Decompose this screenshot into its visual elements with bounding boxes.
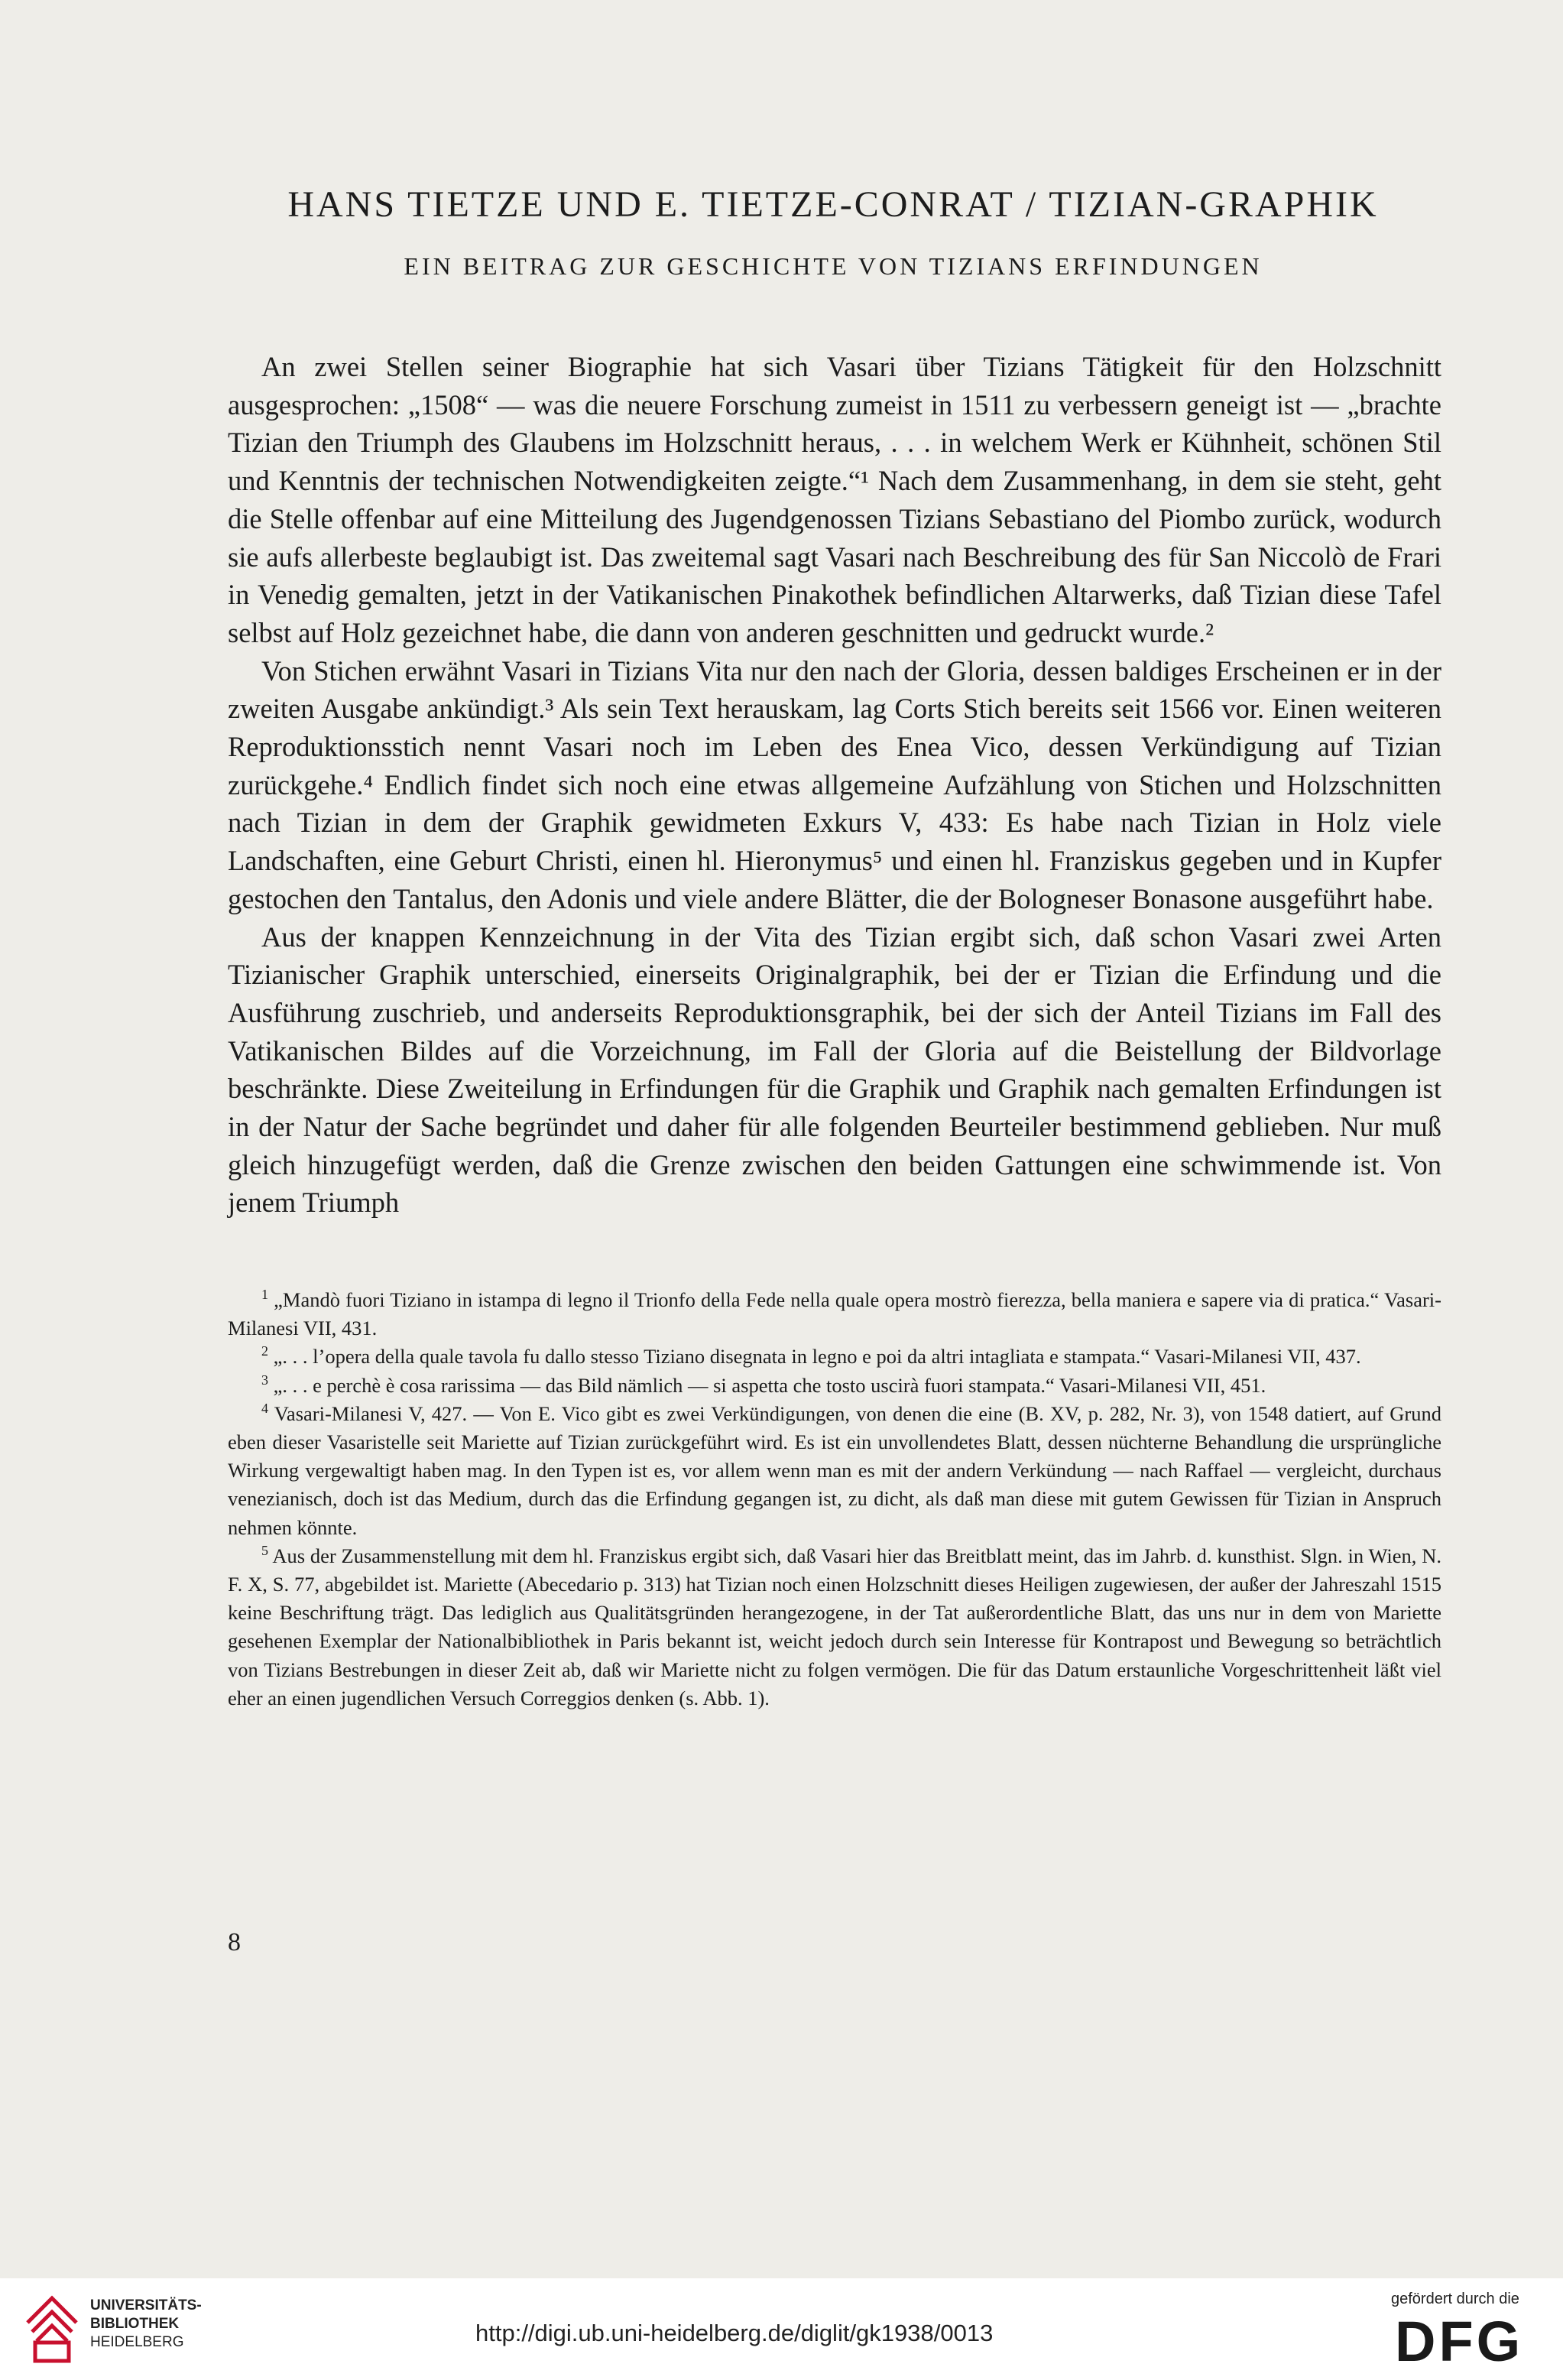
footnote-number: 1 [261, 1287, 268, 1303]
footnote-1 [228, 1286, 1441, 1343]
library-name-line: BIBLIOTHEK [90, 2316, 180, 2332]
page-title: HANS TIETZE UND E. TIETZE-CONRAT / TIZIAN-GRAPHIK [287, 184, 1379, 225]
paragraph-2: Von Stichen erwähnt Vasari in Tizians Vita nur den nach der Gloria, dessen baldiges Erscheinen er in der zweiten Ausgabe ankündigt.³ Als sein Text herauskam, lag Corts Stich bereits seit 1566 vor. Einen weiteren Reproduktionsstich nennt Vasari noch im Leben des Enea Vico, dessen Verkündigung auf Tizian zurückgehe.⁴ Endlich findet sich noch eine etwas allgemeine Aufzählung von Stichen und Holzschnitten nach Tizian in dem der Graphik gewidmeten Exkurs V, 433: Es habe nach Tizian in Holz viele Landschaften, eine Geburt Christi, einen hl. Hieronymus⁵ und einen hl. Franziskus gegeben und in Kupfer gestochen den Tantalus, den Adonis und viele andere Blätter, die der Bologneser Bonasone ausgeführt habe. [228, 654, 1441, 914]
footnote-4 [228, 1400, 1441, 1542]
footnote-3 [228, 1372, 1441, 1400]
library-name [90, 2297, 202, 2352]
footnote-text: Aus der Zusammenstellung mit dem hl. Franziskus ergibt sich, daß Vasari hier das Breitblatt meint, das im Jahrb. d. kunsthist. Slgn. in Wien, N. F. X, S. 77, abgebildet ist. Mariette (Abecedario p. 313) hat Tizian noch einen Holzschnitt dieses Heiligen zugewiesen, der außer der Jahreszahl 1515 keine Beschriftung trägt. Das lediglich aus Qualitätsgründen herangezogene, in der Tat außerordentliche Blatt, das uns nur in dem von Mariette gesehenen Exemplar der Nationalbibliothek in Paris bekannt ist, weicht jedoch durch sein Interesse für Kontrapost und Bewegung so beträchtlich von Tizians Bestrebungen in dieser Zeit ab, daß wir Mariette nicht zu folgen vermögen. Die für das Datum erstaunliche Vorgeschrittenheit läßt viel eher an einen jugendlichen Versuch Correggios denken (s. Abb. 1). [228, 1544, 1441, 1710]
footnote-text: „Mandò fuori Tiziano in istampa di legno il Trionfo della Fede nella quale opera mostrò fierezza, bella maniera e sapere via di pratica.“ Vasari-Milanesi VII, 431. [228, 1288, 1441, 1340]
page-subtitle: EIN BEITRAG ZUR GESCHICHTE VON TIZIANS ERFINDUNGEN [404, 252, 1263, 280]
footnotes [228, 1286, 1441, 1713]
footnote-number: 2 [261, 1343, 268, 1359]
dfg-logo: DFG [1395, 2310, 1524, 2373]
footnote-5 [228, 1542, 1441, 1713]
footnote-number: 4 [261, 1400, 268, 1416]
library-name-line: HEIDELBERG [90, 2334, 184, 2350]
footnote-text: Vasari-Milanesi V, 427. — Von E. Vico gibt es zwei Verkündigungen, von denen die eine (B. XV, p. 282, Nr. 3), von 1548 datiert, auf Grund eben dieser Vasaristelle seit Mariette auf Tizian zurückgeführt wird. Es ist ein unvollendetes Blatt, dessen nüchterne Behandlung die ursprüngliche Wirkung vergewaltigt haben mag. In den Typen ist es, vor allem wenn man es mit der andern Verkündung — nach Raffael — vergleicht, durchaus venezianisch, doch ist das Medium, durch das die Erfindung gegangen ist, zu dicht, als daß man diese mit gutem Gewissen für Tizian in Anspruch nehmen könnte. [228, 1401, 1441, 1539]
permalink-url[interactable]: http://digi.ub.uni-heidelberg.de/diglit/gk1938/0013 [475, 2320, 994, 2346]
university-library-logo-icon [21, 2292, 83, 2365]
footnote-text: „. . . e perchè è cosa rarissima — das Bild nämlich — si aspetta che tosto uscirà fuori stampata.“ Vasari-Milanesi VII, 451. [273, 1373, 1266, 1397]
footnote-number: 3 [261, 1372, 268, 1388]
page-number: 8 [228, 1928, 241, 1956]
paragraph-1: An zwei Stellen seiner Biographie hat sich Vasari über Tizians Tätigkeit für den Holzschnitt ausgesprochen: „1508“ — was die neuere Forschung zumeist in 1511 zu verbessern geneigt ist — „brachte Tizian den Triumph des Glaubens im Holzschnitt heraus, . . . in welchem Werk er Kühnheit, schönen Stil und Kenntnis der technischen Notwendigkeiten zeigte.“¹ Nach dem Zusammenhang, in dem sie steht, geht die Stelle offenbar auf eine Mitteilung des Jugendgenossen Tizians Sebastiano del Piombo zurück, wodurch sie aufs allerbeste beglaubigt ist. Das zweitemal sagt Vasari nach Beschreibung des für San Niccolò de Frari in Venedig gemalten, jetzt in der Vatikanischen Pinakothek befindlichen Altarwerks, daß Tizian diese Tafel selbst auf Holz gezeichnet habe, die dann von anderen geschnitten und gedruckt wurde.² [228, 351, 1441, 648]
body-text [228, 348, 1441, 1222]
paragraph-3: Aus der knappen Kennzeichnung in der Vita des Tizian ergibt sich, daß schon Vasari zwei Arten Tizianischer Graphik unterschied, einerseits Originalgraphik, bei der er Tizian die Erfindung und die Ausführung zuschrieb, und anderseits Reproduktionsgraphik, bei der sich der Anteil Tizians im Fall des Vatikanischen Bildes auf die Vorzeichnung, im Fall der Gloria auf die Beistellung der Bildvorlage beschränkte. Diese Zweiteilung in Erfindungen für die Graphik und Graphik nach gemalten Erfindungen ist in der Natur der Sache begründet und daher für alle folgenden Beurteiler bestimmend geblieben. Nur muß gleich hinzugefügt werden, daß die Grenze zwischen den beiden Gattungen eine schwimmende ist. Von jenem Triumph [228, 921, 1441, 1219]
footnote-2 [228, 1343, 1441, 1371]
library-name-line: UNIVERSITÄTS- [90, 2297, 202, 2313]
funding-caption: gefördert durch die [1391, 2291, 1519, 2307]
footnote-text: „. . . l’opera della quale tavola fu dallo stesso Tiziano disegnata in legno e poi da altri intagliata e stampata.“ Vasari-Milanesi VII, 437. [273, 1345, 1361, 1369]
footnote-number: 5 [261, 1543, 268, 1558]
